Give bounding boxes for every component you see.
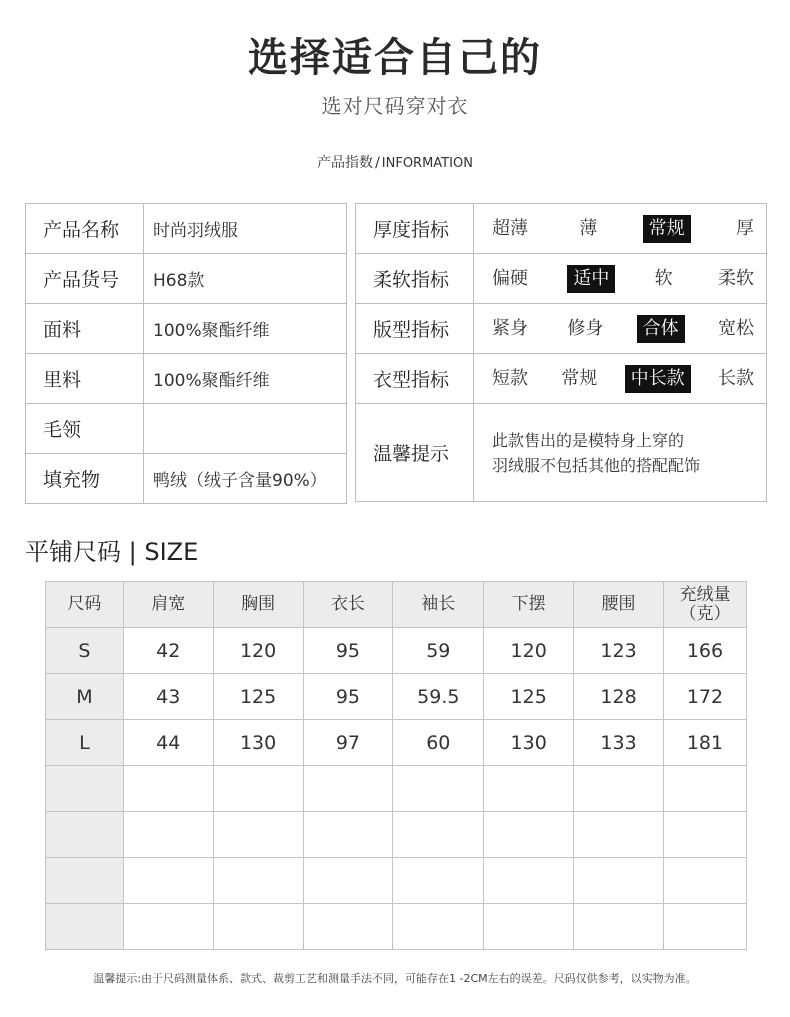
product-index-table — [355, 203, 767, 502]
page-subtitle: 选对尺码穿对衣 — [321, 94, 469, 118]
size-cell-empty — [484, 766, 574, 812]
note-line: 此款售出的是模特身上穿的 — [492, 430, 685, 450]
info-value: 100%聚酯纤维 — [144, 304, 347, 354]
index-option-selected: 适中 — [567, 265, 615, 293]
size-value: 59 — [393, 628, 484, 674]
size-label: S — [46, 628, 124, 674]
size-column-header: 衣长 — [303, 582, 393, 628]
size-value: 95 — [303, 674, 393, 720]
info-row — [26, 204, 347, 254]
size-value: 128 — [574, 674, 664, 720]
size-value: 43 — [123, 674, 213, 720]
index-label: 版型指标 — [356, 304, 474, 354]
size-value: 166 — [663, 628, 746, 674]
size-value: 130 — [213, 720, 303, 766]
size-row-empty — [46, 812, 747, 858]
note-label: 温馨提示 — [356, 404, 474, 502]
size-column-header: 胸围 — [213, 582, 303, 628]
size-value: 123 — [574, 628, 664, 674]
size-cell-empty — [213, 812, 303, 858]
size-column-header: 充绒量（克） — [663, 582, 746, 628]
size-value: 120 — [213, 628, 303, 674]
info-label: 产品名称 — [26, 204, 144, 254]
size-cell-empty — [123, 904, 213, 950]
size-value: 172 — [663, 674, 746, 720]
size-cell-empty — [393, 812, 484, 858]
size-column-header: 下摆 — [484, 582, 574, 628]
index-label: 衣型指标 — [356, 354, 474, 404]
info-row — [26, 254, 347, 304]
size-cell-empty — [303, 904, 393, 950]
size-cell-empty — [574, 858, 664, 904]
note-row — [356, 404, 767, 502]
index-option: 偏硬 — [492, 267, 528, 289]
size-cell-empty — [574, 904, 664, 950]
size-row — [46, 720, 747, 766]
note-text — [474, 404, 767, 502]
size-cell-empty — [663, 812, 746, 858]
size-cell-empty — [213, 858, 303, 904]
index-option: 短款 — [492, 367, 528, 389]
info-value: H68款 — [144, 254, 347, 304]
size-cell-empty — [303, 812, 393, 858]
index-option-group — [486, 365, 760, 393]
index-options — [474, 304, 767, 354]
size-value: 60 — [393, 720, 484, 766]
info-row — [26, 304, 347, 354]
size-cell-empty — [393, 858, 484, 904]
info-heading-en: INFORMATION — [381, 156, 473, 171]
index-option-group — [486, 265, 760, 293]
index-label: 厚度指标 — [356, 204, 474, 254]
index-option: 超薄 — [492, 217, 528, 239]
size-cell-empty — [393, 766, 484, 812]
size-cell-empty — [574, 812, 664, 858]
info-heading-separator: / — [375, 155, 380, 171]
size-value: 133 — [574, 720, 664, 766]
info-heading — [0, 152, 790, 172]
product-info-table — [25, 203, 347, 504]
size-cell-empty — [393, 904, 484, 950]
size-cell-empty — [484, 812, 574, 858]
size-column-header: 尺码 — [46, 582, 124, 628]
size-cell-empty — [484, 904, 574, 950]
size-heading: 平铺尺码 | SIZE — [25, 538, 199, 566]
size-cell-empty — [663, 858, 746, 904]
size-cell-empty — [663, 766, 746, 812]
index-option: 修身 — [567, 317, 604, 339]
size-label: M — [46, 674, 124, 720]
size-row — [46, 674, 747, 720]
size-cell-empty — [303, 766, 393, 812]
page-title: 选择适合自己的 — [248, 35, 542, 81]
size-row-empty — [46, 904, 747, 950]
size-cell-empty — [574, 766, 664, 812]
size-cell-empty — [123, 858, 213, 904]
info-label: 产品货号 — [26, 254, 144, 304]
index-option: 紧身 — [492, 317, 528, 339]
size-cell-empty — [484, 858, 574, 904]
footnote: 温馨提示:由于尺码测量体系、款式、裁剪工艺和测量手法不同，可能存在1 -2CM左右的误差。尺码仅供参考，以实物为准。 — [93, 972, 697, 985]
index-option-selected: 常规 — [643, 215, 691, 243]
size-value: 95 — [303, 628, 393, 674]
info-row — [26, 404, 347, 454]
index-option: 长款 — [717, 367, 754, 389]
index-option-group — [486, 315, 760, 343]
size-value: 44 — [123, 720, 213, 766]
index-row — [356, 254, 767, 304]
info-label: 里料 — [26, 354, 144, 404]
size-value: 130 — [484, 720, 574, 766]
info-heading-cn: 产品指数 — [317, 155, 374, 171]
info-label: 面料 — [26, 304, 144, 354]
index-option: 软 — [654, 267, 673, 289]
size-column-header: 腰围 — [574, 582, 664, 628]
index-option-group — [486, 215, 760, 243]
index-row — [356, 304, 767, 354]
size-cell-empty — [46, 812, 124, 858]
index-option-selected: 中长款 — [625, 365, 691, 393]
size-cell-empty — [46, 766, 124, 812]
size-row — [46, 628, 747, 674]
size-value: 181 — [663, 720, 746, 766]
index-label: 柔软指标 — [356, 254, 474, 304]
size-cell-empty — [213, 904, 303, 950]
index-options — [474, 254, 767, 304]
size-row-empty — [46, 858, 747, 904]
info-row — [26, 354, 347, 404]
info-label: 填充物 — [26, 454, 144, 504]
info-value: 时尚羽绒服 — [144, 204, 347, 254]
index-option: 厚 — [735, 217, 754, 239]
size-column-header: 肩宽 — [123, 582, 213, 628]
size-label: L — [46, 720, 124, 766]
size-value: 125 — [484, 674, 574, 720]
index-option: 宽松 — [717, 317, 754, 339]
size-cell-empty — [213, 766, 303, 812]
index-option: 常规 — [561, 367, 598, 389]
size-table — [45, 581, 747, 950]
size-row-empty — [46, 766, 747, 812]
index-options — [474, 354, 767, 404]
size-cell-empty — [303, 858, 393, 904]
size-value: 125 — [213, 674, 303, 720]
index-option: 薄 — [579, 217, 598, 239]
info-label: 毛领 — [26, 404, 144, 454]
size-value: 59.5 — [393, 674, 484, 720]
info-row — [26, 454, 347, 504]
index-option-selected: 合体 — [637, 315, 685, 343]
size-value: 97 — [303, 720, 393, 766]
index-row — [356, 204, 767, 254]
index-option: 柔软 — [717, 267, 754, 289]
info-value — [144, 404, 347, 454]
size-value: 120 — [484, 628, 574, 674]
index-row — [356, 354, 767, 404]
size-cell-empty — [123, 812, 213, 858]
index-options — [474, 204, 767, 254]
size-cell-empty — [663, 904, 746, 950]
info-value: 100%聚酯纤维 — [144, 354, 347, 404]
size-value: 42 — [123, 628, 213, 674]
size-cell-empty — [46, 858, 124, 904]
info-value: 鸭绒（绒子含量90%） — [144, 454, 347, 504]
size-cell-empty — [123, 766, 213, 812]
note-line: 羽绒服不包括其他的搭配配饰 — [492, 455, 701, 475]
size-cell-empty — [46, 904, 124, 950]
size-column-header: 袖长 — [393, 582, 484, 628]
